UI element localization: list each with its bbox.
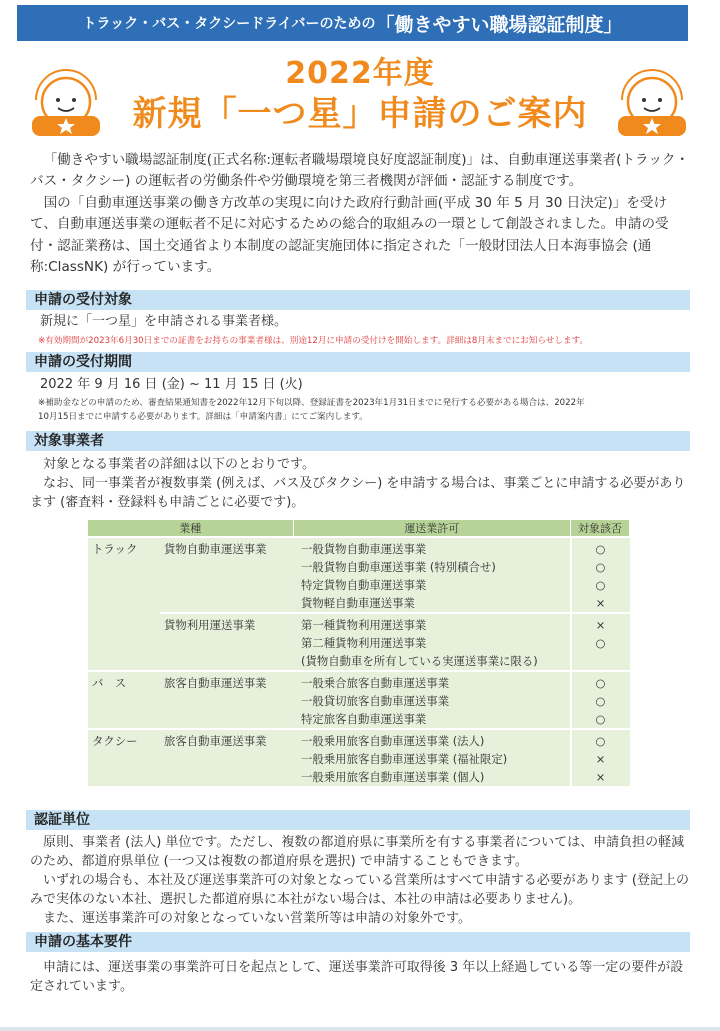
table-row <box>88 710 630 729</box>
business-line: 対象となる事業者の詳細は以下のとおりです。 <box>43 457 315 472</box>
unit-paragraph: いずれの場合も、本社及び運送事業許可の対象となっている営業所はすべて申請する必要があります (登記上のみで実体のない本社、選択した都道府県に本社がない場合は、本社の申請は必要ありません)。 <box>30 873 689 907</box>
col-header-permit: 運送業許可 <box>293 520 571 537</box>
header-banner <box>17 5 688 41</box>
section-heading-unit: 認証単位 <box>26 810 690 830</box>
section-heading-business: 対象事業者 <box>26 431 690 451</box>
cell-permit: (貨物自動車を所有している実運送事業に限る) <box>293 652 571 671</box>
cell-kind <box>88 750 160 768</box>
intro-paragraph: 「働きやすい職場認証制度(正式名称:運転者職場環境良好度認証制度)」は、自動車運送事業者(トラック・バス・タクシー) の運転者の労働条件や労働環境を第三者機関が評価・認証する制度です。 <box>30 152 690 190</box>
table-row <box>88 729 630 750</box>
cell-kind <box>88 594 160 613</box>
cell-kind <box>88 768 160 786</box>
intro-paragraph: 国の「自動車運送事業の働き方改革の実現に向けた政府行動計画(平成 30 年 5 月 30 日決定)」を受けて、自動車運送事業の運転者不足に対応するための総合的取組みの一環として創設されました。申請の受付・認証業務は、国土交通省より本制度の認証実施団体に指定された「一般財団法人日本海事協会 (通称:ClassNK) が行っています。 <box>30 194 669 276</box>
cell-permit: 特定旅客自動車運送事業 <box>293 710 571 729</box>
cell-permit: 第二種貨物利用運送事業 <box>293 634 571 652</box>
cell-eligibility: × <box>571 750 630 768</box>
cell-business: 旅客自動車運送事業 <box>160 671 293 692</box>
section-heading-period: 申請の受付期間 <box>26 352 690 372</box>
cell-business <box>160 710 293 729</box>
cell-eligibility: ○ <box>571 710 630 729</box>
cell-eligibility: × <box>571 594 630 613</box>
col-header-eligibility: 対象該否 <box>571 520 630 537</box>
table-row <box>88 634 630 652</box>
cell-eligibility: ○ <box>571 634 630 652</box>
cell-kind <box>88 558 160 576</box>
cell-eligibility: ○ <box>571 537 630 558</box>
target-text: 新規に「一つ星」を申請される事業者様。 <box>40 314 288 329</box>
cell-business <box>160 750 293 768</box>
cell-business <box>160 692 293 710</box>
cell-kind: バ ス <box>88 671 160 692</box>
requirements-text <box>30 958 690 996</box>
cell-permit: 一般貨物自動車運送事業 (特別積合せ) <box>293 558 571 576</box>
cell-eligibility: × <box>571 768 630 786</box>
cell-kind: トラック <box>88 537 160 558</box>
page-title: 新規「一つ星」申請のご案内 <box>132 94 588 134</box>
business-table <box>88 520 630 786</box>
cell-eligibility: ○ <box>571 729 630 750</box>
period-note-line: ※補助金などの申請のため、審査結果通知書を2022年12月下旬以降、登録証書を2023年1月31日までに発行する必要がある場合は、2022年 <box>38 398 585 408</box>
program-name: 「働きやすい職場認証制度」 <box>375 13 623 36</box>
table-row <box>88 537 630 558</box>
requirements-paragraph: 申請には、運送事業の事業許可日を起点として、運送事業許可取得後 3 年以上経過している等一定の要件が設定されています。 <box>30 960 684 994</box>
fiscal-year: 2022年度 <box>285 56 435 91</box>
cell-permit: 一般貨物自動車運送事業 <box>293 537 571 558</box>
cell-business <box>160 652 293 671</box>
table-row <box>88 558 630 576</box>
intro-text <box>30 150 694 278</box>
table-row <box>88 652 630 671</box>
cell-kind <box>88 710 160 729</box>
unit-text <box>30 833 690 928</box>
cell-permit: 貨物軽自動車運送事業 <box>293 594 571 613</box>
cell-eligibility <box>571 652 630 671</box>
unit-paragraph: 原則、事業者 (法人) 単位です。ただし、複数の都道府県に事業所を有する事業者については、申請負担の軽減のため、都道府県単位 (一つ又は複数の都道府県を選択) で申請することもできます。 <box>30 835 685 869</box>
cell-kind <box>88 692 160 710</box>
cell-kind <box>88 634 160 652</box>
col-header-industry: 業種 <box>88 520 293 537</box>
page-bottom-divider <box>0 1027 720 1031</box>
table-header-row <box>88 520 630 537</box>
cell-permit: 特定貨物自動車運送事業 <box>293 576 571 594</box>
cell-eligibility: ○ <box>571 671 630 692</box>
cell-eligibility: ○ <box>571 576 630 594</box>
table-row <box>88 576 630 594</box>
cell-permit: 一般乗用旅客自動車運送事業 (個人) <box>293 768 571 786</box>
cell-permit: 一般乗用旅客自動車運送事業 (法人) <box>293 729 571 750</box>
header-subtitle: トラック・バス・タクシードライバーのための <box>82 16 376 32</box>
cell-permit: 一般乗合旅客自動車運送事業 <box>293 671 571 692</box>
cell-permit: 一般乗用旅客自動車運送事業 (福祉限定) <box>293 750 571 768</box>
table-row <box>88 768 630 786</box>
cell-eligibility: ○ <box>571 558 630 576</box>
cell-permit: 第一種貨物利用運送事業 <box>293 613 571 634</box>
cell-business <box>160 558 293 576</box>
business-line: なお、同一事業者が複数事業 (例えば、バス及びタクシー) を申請する場合は、事業ごとに申請する必要があります (審査料・登録料も申請ごとに必要です)。 <box>30 476 686 510</box>
cell-business <box>160 576 293 594</box>
business-text <box>30 455 690 512</box>
table-row <box>88 594 630 613</box>
unit-paragraph: また、運送事業許可の対象となっていない営業所等は申請の対象外です。 <box>43 911 471 926</box>
section-heading-requirements: 申請の基本要件 <box>26 932 690 952</box>
cell-kind <box>88 652 160 671</box>
cell-kind: タクシー <box>88 729 160 750</box>
cell-business: 貨物自動車運送事業 <box>160 537 293 558</box>
table-row <box>88 671 630 692</box>
cell-kind <box>88 576 160 594</box>
table-row <box>88 613 630 634</box>
cell-business: 貨物利用運送事業 <box>160 613 293 634</box>
target-note: ※有効期間が2023年6月30日までの証書をお持ちの事業者様は、別途12月に申請の受付けを開始します。詳細は8月末までにお知らせします。 <box>38 336 589 346</box>
cell-eligibility: × <box>571 613 630 634</box>
table-row <box>88 692 630 710</box>
table-row <box>88 750 630 768</box>
period-note-line: 10月15日までに申請する必要があります。詳細は「申請案内書」にてご案内します。 <box>38 412 368 422</box>
section-heading-target: 申請の受付対象 <box>26 290 690 310</box>
period-dates: 2022 年 9 月 16 日 (金) ~ 11 月 15 日 (火) <box>40 377 303 392</box>
period-note <box>38 396 698 424</box>
cell-eligibility: ○ <box>571 692 630 710</box>
cell-business <box>160 594 293 613</box>
cell-business: 旅客自動車運送事業 <box>160 729 293 750</box>
cell-business <box>160 634 293 652</box>
cell-business <box>160 768 293 786</box>
cell-kind <box>88 613 160 634</box>
cell-permit: 一般貸切旅客自動車運送事業 <box>293 692 571 710</box>
